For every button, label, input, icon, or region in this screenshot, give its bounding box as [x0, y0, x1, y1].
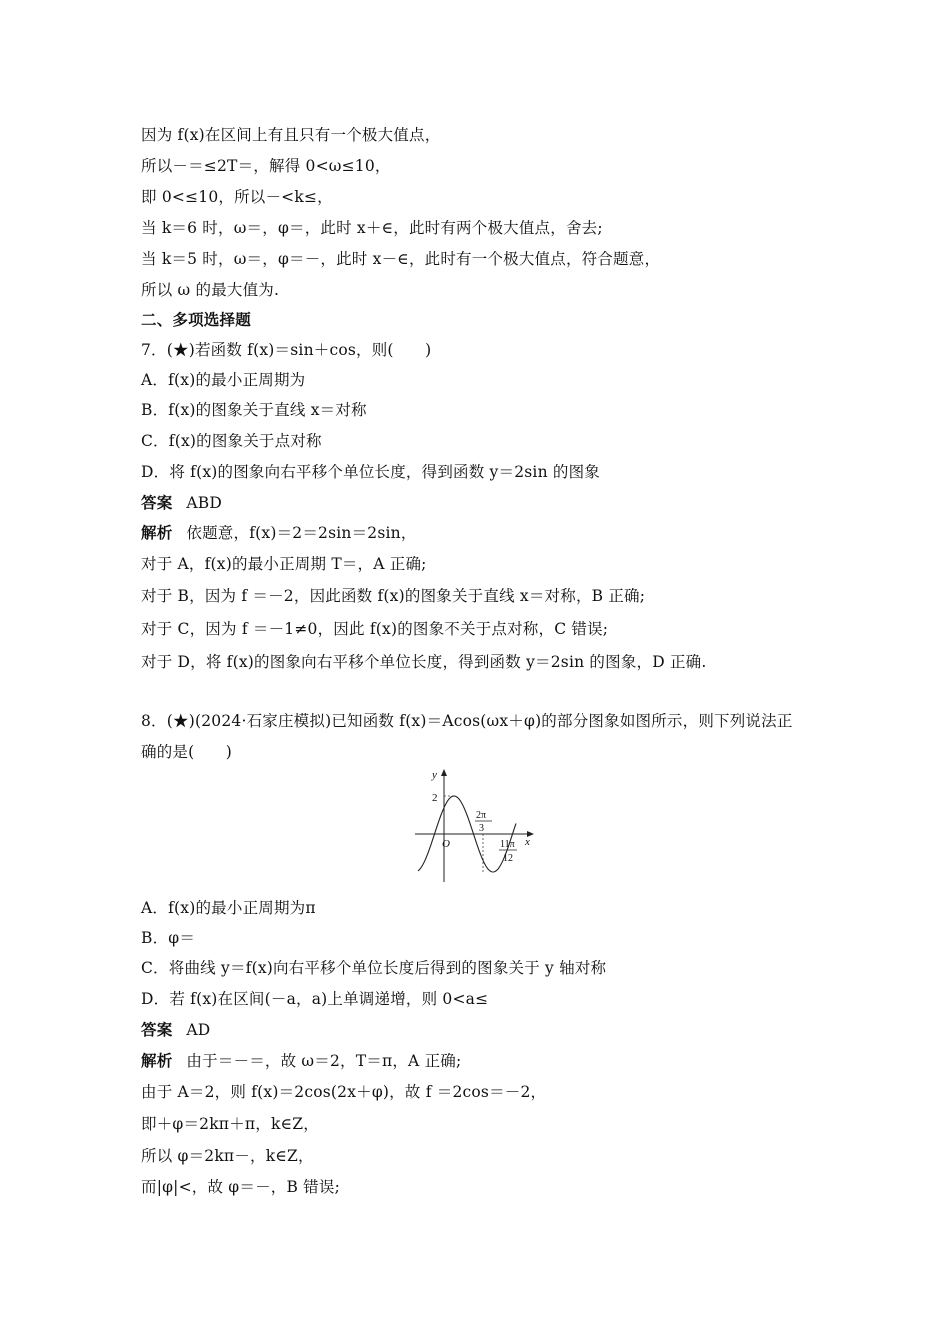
text-line: 对于 D，将 f(x)的图象向右平移个单位长度，得到函数 y＝2sin 的图象，D 正确.: [141, 653, 707, 671]
function-graph: [410, 766, 540, 884]
section-heading: 二、多项选择题: [141, 310, 251, 329]
answer-label: 答案: [141, 1020, 173, 1039]
option-b: B．f(x)的图象关于直线 x＝对称: [141, 401, 367, 419]
x-mark-2pi3-numerator: 2π: [476, 810, 487, 821]
analysis-line: 解析 依题意，f(x)＝2＝2sin＝2sin，: [141, 523, 417, 542]
option-d: D．若 f(x)在区间(－a，a)上单调递增，则 0<a≤: [141, 990, 489, 1008]
text-line: 所以 φ＝2kπ－，k∈Z，: [141, 1147, 314, 1165]
answer-line: 答案 ABD: [141, 493, 223, 512]
text-line: 即＋φ＝2kπ＋π，k∈Z，: [141, 1115, 319, 1133]
option-d: D．将 f(x)的图象向右平移个单位长度，得到函数 y＝2sin 的图象: [141, 463, 600, 481]
text-line: 对于 A，f(x)的最小正周期 T＝，A 正确;: [141, 555, 427, 573]
text-line: 即 0<≤10，所以－<k≤，: [141, 188, 333, 206]
analysis-label: 解析: [141, 1051, 173, 1070]
option-a: A．f(x)的最小正周期为: [141, 371, 306, 389]
question-stem: 7．(★)若函数 f(x)＝sin＋cos，则( ): [141, 341, 432, 359]
y-axis-arrow: [441, 769, 447, 776]
answer-line: 答案 AD: [141, 1020, 211, 1039]
text-line: 当 k＝6 时，ω＝，φ＝，此时 x＋∈，此时有两个极大值点，舍去;: [141, 219, 603, 237]
option-c: C．f(x)的图象关于点对称: [141, 432, 322, 450]
text-line: 因为 f(x)在区间上有且只有一个极大值点，: [141, 126, 441, 144]
text-line: 当 k＝5 时，ω＝，φ＝－，此时 x－∈，此时有一个极大值点，符合题意，: [141, 250, 661, 268]
answer-label: 答案: [141, 493, 173, 512]
x-axis-label: x: [525, 836, 530, 848]
text-line: 对于 C，因为 f ＝－1≠0，因此 f(x)的图象不关于点对称，C 错误;: [141, 620, 609, 638]
y-tick-label: 2: [432, 792, 438, 804]
analysis-label: 解析: [141, 523, 173, 542]
text-line: 所以－＝≤2T＝，解得 0<ω≤10，: [141, 157, 391, 175]
question-stem: 8．(★)(2024·石家庄模拟)已知函数 f(x)＝Acos(ωx＋φ)的部分图象如图所示，则下列说法正: [141, 712, 793, 730]
analysis-line: 解析 由于＝－＝，故 ω＝2，T＝π，A 正确;: [141, 1051, 462, 1070]
question-stem-cont: 确的是( ): [141, 743, 232, 761]
text-line: 而|φ|<，故 φ＝－，B 错误;: [141, 1178, 341, 1196]
x-mark-11pi12-numerator: 11π: [500, 839, 515, 850]
x-mark-11pi12-denominator: 12: [503, 853, 513, 864]
option-c: C．将曲线 y＝f(x)向右平移个单位长度后得到的图象关于 y 轴对称: [141, 959, 607, 977]
y-axis-label: y: [432, 769, 437, 781]
text-line: 所以 ω 的最大值为.: [141, 281, 280, 299]
text-line: 由于 A＝2，则 f(x)＝2cos(2x＋φ)，故 f ＝2cos＝－2，: [141, 1083, 547, 1101]
origin-label: O: [442, 838, 450, 850]
x-mark-2pi3-denominator: 3: [479, 823, 484, 834]
option-a: A．f(x)的最小正周期为π: [141, 899, 316, 917]
text-line: 对于 B，因为 f ＝－2，因此函数 f(x)的图象关于直线 x＝对称，B 正确;: [141, 587, 646, 605]
option-b: B．φ＝: [141, 929, 196, 947]
